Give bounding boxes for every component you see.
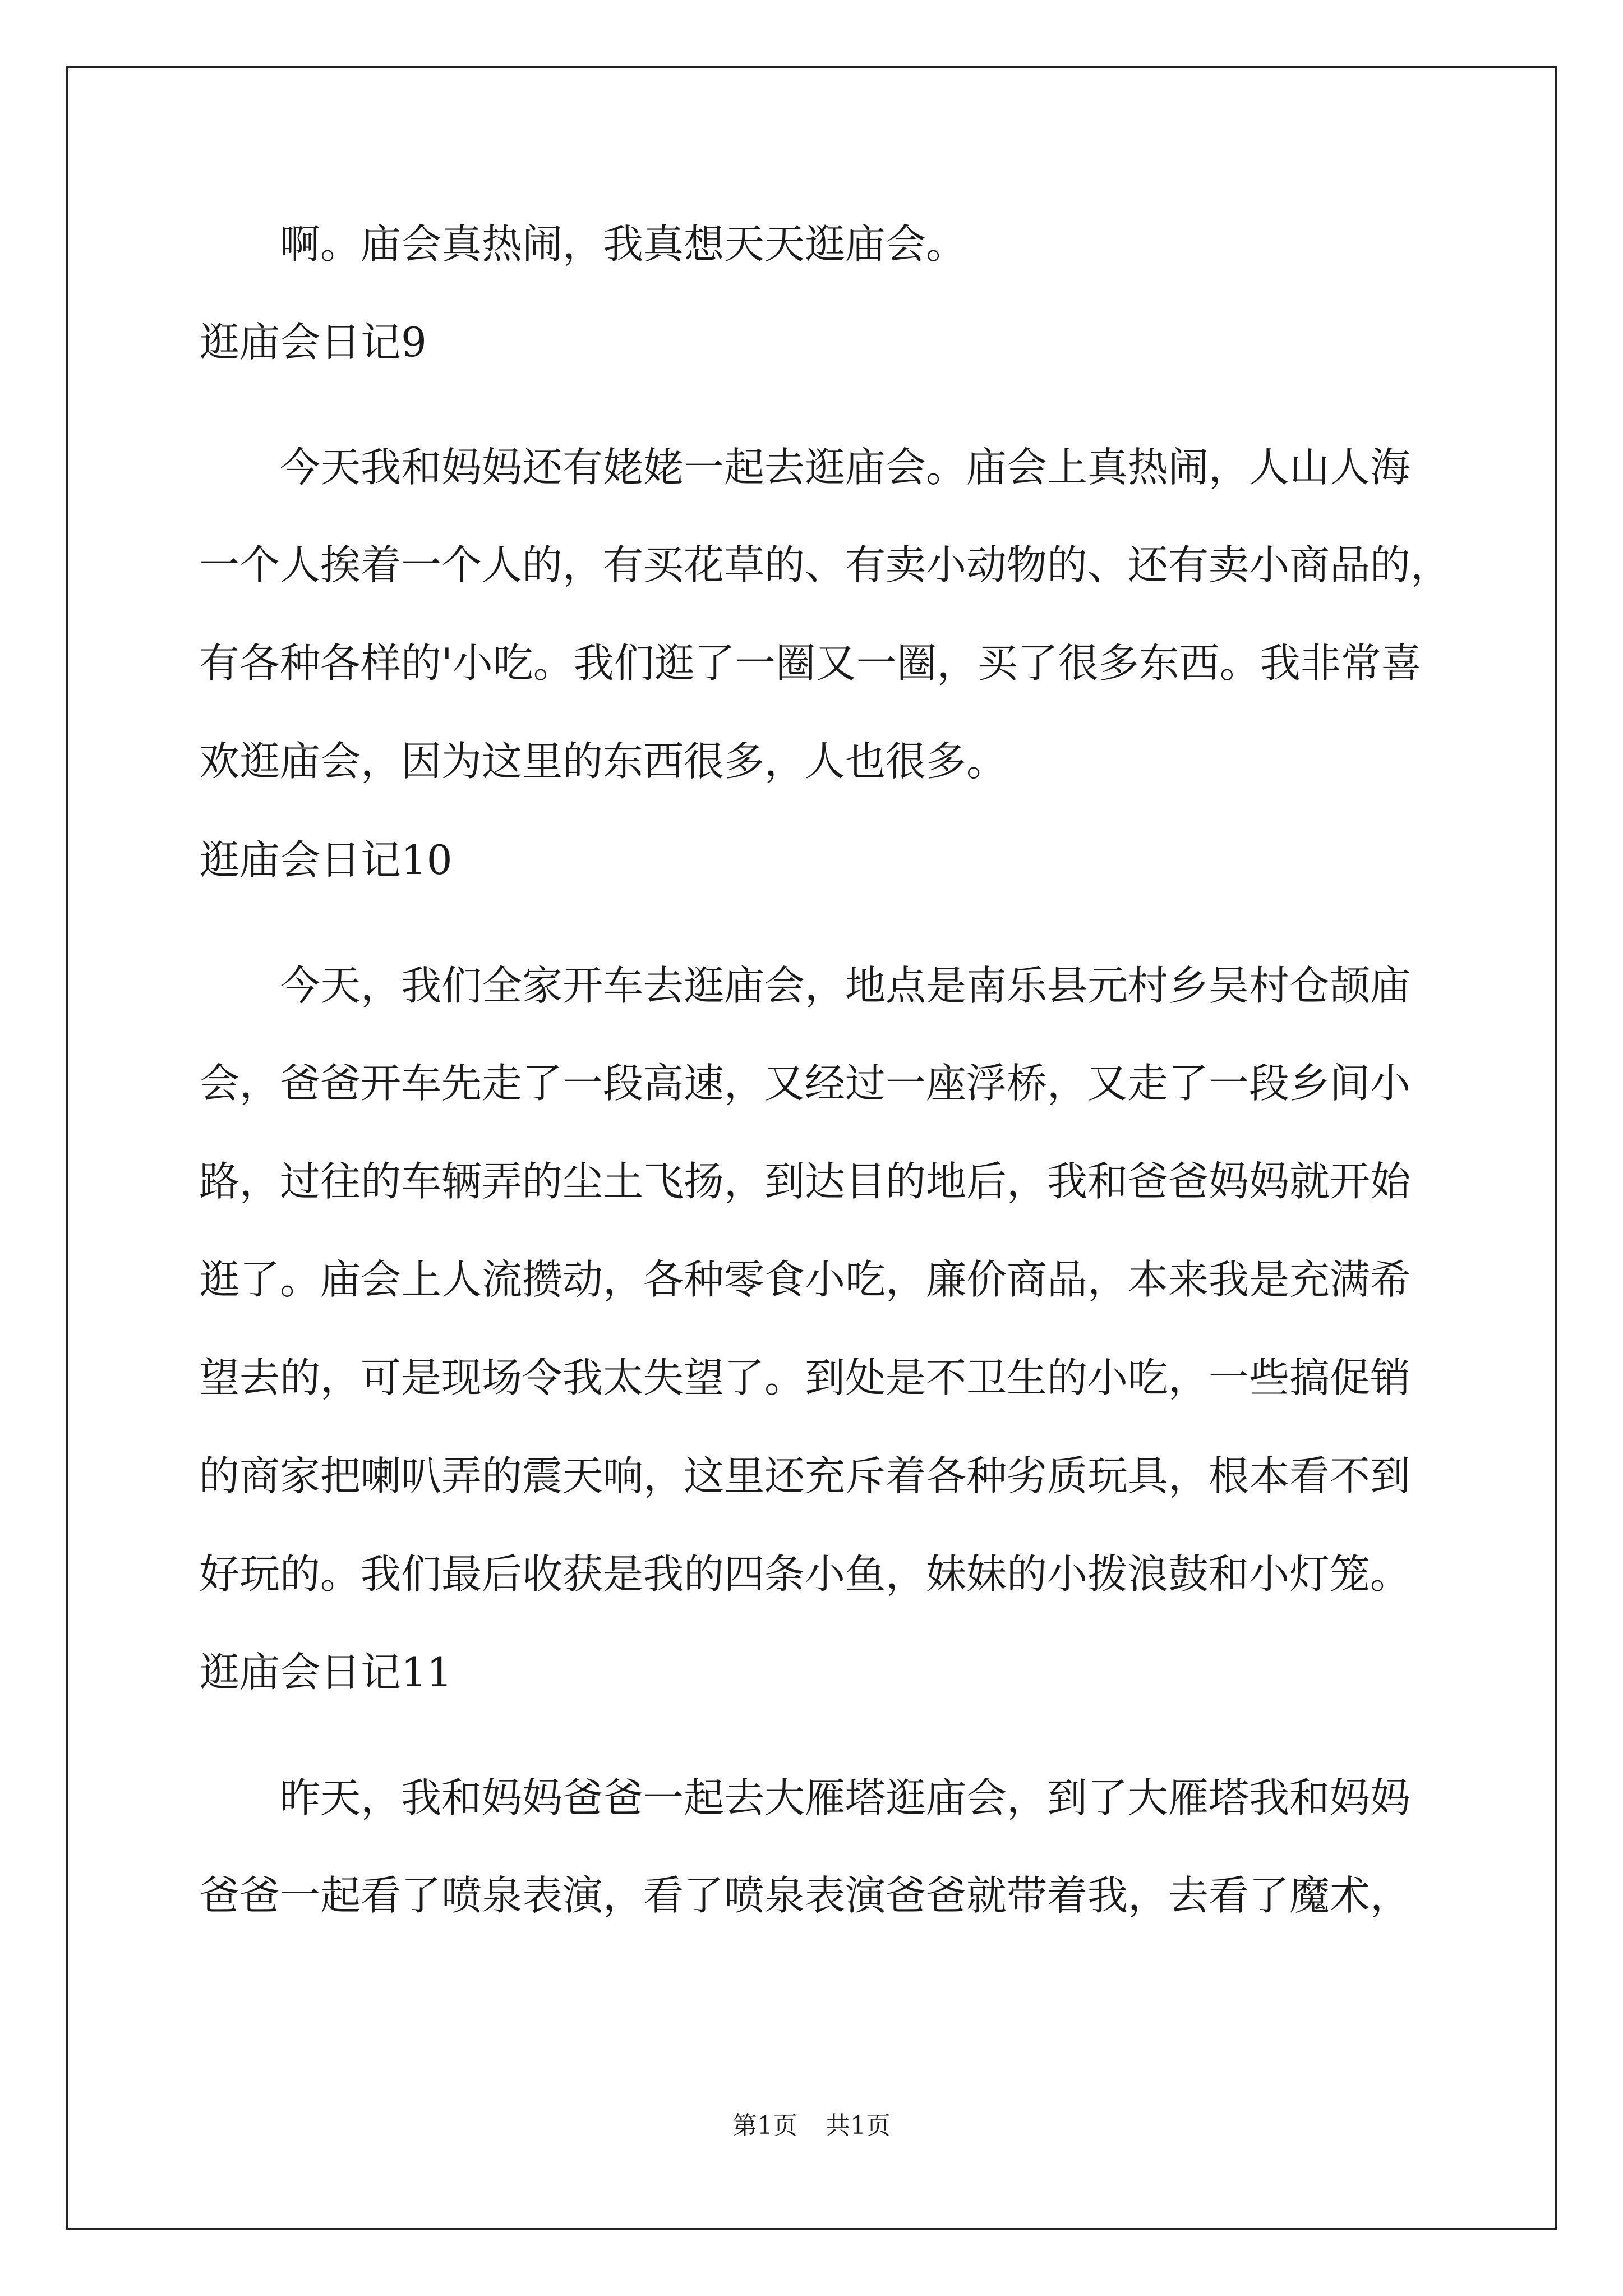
paragraph-line: 啊。庙会真热闹，我真想天天逛庙会。	[280, 220, 967, 268]
section-heading: 逛庙会日记11	[199, 1649, 453, 1696]
paragraph-line: 望去的，可是现场令我太失望了。到处是不卫生的小吃，一些搞促销	[199, 1354, 1411, 1401]
paragraph-line: 一个人挨着一个人的，有买花草的、有卖小动物的、还有卖小商品的，	[199, 541, 1451, 588]
section-heading: 逛庙会日记9	[199, 319, 427, 366]
page-number-current: 第1页	[732, 2111, 797, 2140]
paragraph-line: 路，过往的车辆弄的尘土飞扬，到达目的地后，我和爸爸妈妈就开始	[199, 1158, 1411, 1205]
section-heading: 逛庙会日记10	[199, 836, 453, 884]
paragraph-line: 昨天，我和妈妈爸爸一起去大雁塔逛庙会，到了大雁塔我和妈妈	[280, 1774, 1411, 1821]
paragraph-line: 今天，我们全家开车去逛庙会，地点是南乐县元村乡吴村仓颉庙	[280, 962, 1411, 1009]
paragraph-line: 爸爸一起看了喷泉表演，看了喷泉表演爸爸就带着我，去看了魔术，	[199, 1872, 1411, 1919]
paragraph-line: 会，爸爸开车先走了一段高速，又经过一座浮桥，又走了一段乡间小	[199, 1060, 1411, 1107]
paragraph-line: 逛了。庙会上人流攒动，各种零食小吃，廉价商品，本来我是充满希	[199, 1256, 1411, 1303]
paragraph-line: 的商家把喇叭弄的震天响，这里还充斥着各种劣质玩具，根本看不到	[199, 1452, 1411, 1499]
paragraph-line: 今天我和妈妈还有姥姥一起去逛庙会。庙会上真热闹，人山人海	[280, 444, 1411, 491]
page-number-total: 共1页	[826, 2111, 891, 2140]
paragraph-line: 有各种各样的'小吃。我们逛了一圈又一圈，买了很多东西。我非常喜	[199, 639, 1422, 687]
paragraph-line: 欢逛庙会，因为这里的东西很多，人也很多。	[199, 738, 1007, 785]
page-footer	[0, 2110, 1623, 2142]
paragraph-line: 好玩的。我们最后收获是我的四条小鱼，妹妹的小拨浪鼓和小灯笼。	[199, 1550, 1411, 1598]
